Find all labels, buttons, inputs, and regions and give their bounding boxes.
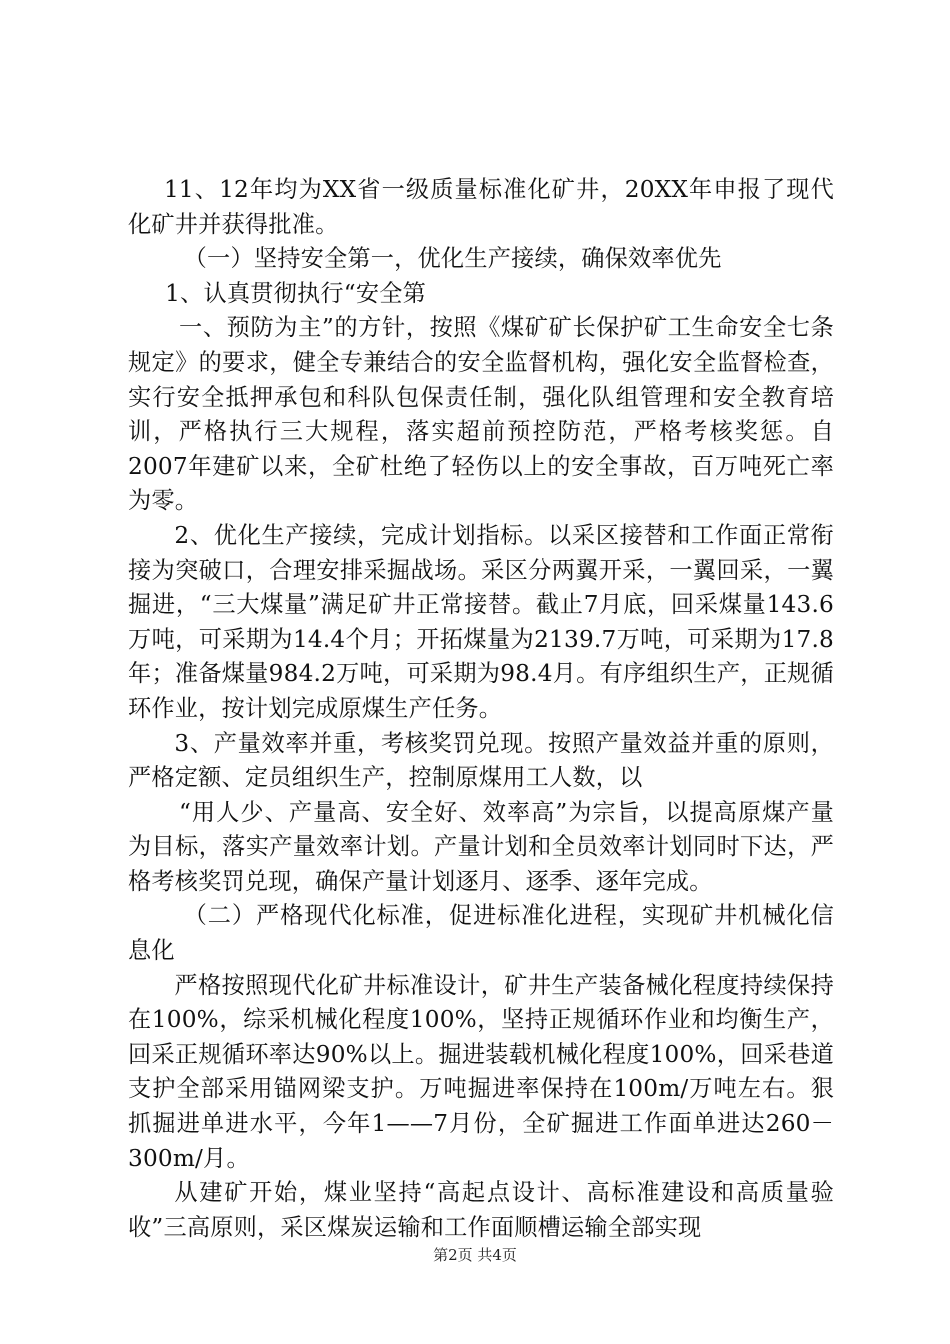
- paragraph-safety-policy: 一、预防为主”的方针，按照《煤矿矿长保护矿工生命安全七条规定》的要求，健全专兼结合的安全监督机构，强化安全监督检查，实行安全抵押承包和科队包保责任制，强化队组管理和安全教育培训，严格执行三大规程，落实超前预控防范，严格考核奖惩。自2007年建矿以来，全矿杜绝了轻伤以上的安全事故，百万吨死亡率为零。: [128, 314, 834, 515]
- paragraph-production-continuity: 2、优化生产接续，完成计划指标。以采区接替和工作面正常衔接为突破口，合理安排采掘战场。采区分两翼开采，一翼回采，一翼掘进，“三大煤量”满足矿井正常接替。截止7月底，回采煤量143.6万吨，可采期为14.4个月；开拓煤量为2139.7万吨，可采期为17.8年；准备煤量984.2万吨，可采期为98.4月。有序组织生产，正规循环作业，按计划完成原煤生产任务。: [128, 521, 834, 722]
- section-heading-2: （二）严格现代化标准，促进标准化进程，实现矿井机械化信息化: [128, 902, 834, 965]
- paragraph-efficiency-goal: “用人少、产量高、安全好、效率高”为宗旨，以提高原煤产量为目标，落实产量效率计划。产量计划和全员效率计划同时下达，严格考核奖罚兑现，确保产量计划逐月、逐季、逐年完成。: [128, 798, 834, 895]
- paragraph-three-high-principle: 从建矿开始，煤业坚持“高起点设计、高标准建设和高质量验收”三高原则，采区煤炭运输和工作面顺槽运输全部实现: [128, 1179, 834, 1241]
- section-heading-1: （一）坚持安全第一，优化生产接续，确保效率优先: [183, 245, 722, 273]
- paragraph-output-efficiency: 3、产量效率并重，考核奖罚兑现。按照产量效益并重的原则，严格定额、定员组织生产，控制原煤用工人数，以: [128, 729, 834, 792]
- paragraph-quality-standard: 11、12年均为XX省一级质量标准化矿井，20XX年申报了现代化矿井并获得批准。: [128, 176, 834, 238]
- paragraph-item-1-title: 1、认真贯彻执行“安全第: [165, 279, 426, 307]
- paragraph-modernization-standard: 严格按照现代化矿井标准设计，矿井生产装备械化程度持续保持在100%，综采机械化程度100%，坚持正规循环作业和均衡生产，回采正规循环率达90%以上。掘进装载机械化程度100%，回采巷道支护全部采用锚网梁支护。万吨掘进率保持在100m/万吨左右。狠抓掘进单进水平，今年1——7月份，全矿掘进工作面单进达260－300m/月。: [128, 971, 834, 1172]
- document-body: [128, 173, 834, 1245]
- page-footer: 第2页 共4页: [433, 1246, 517, 1264]
